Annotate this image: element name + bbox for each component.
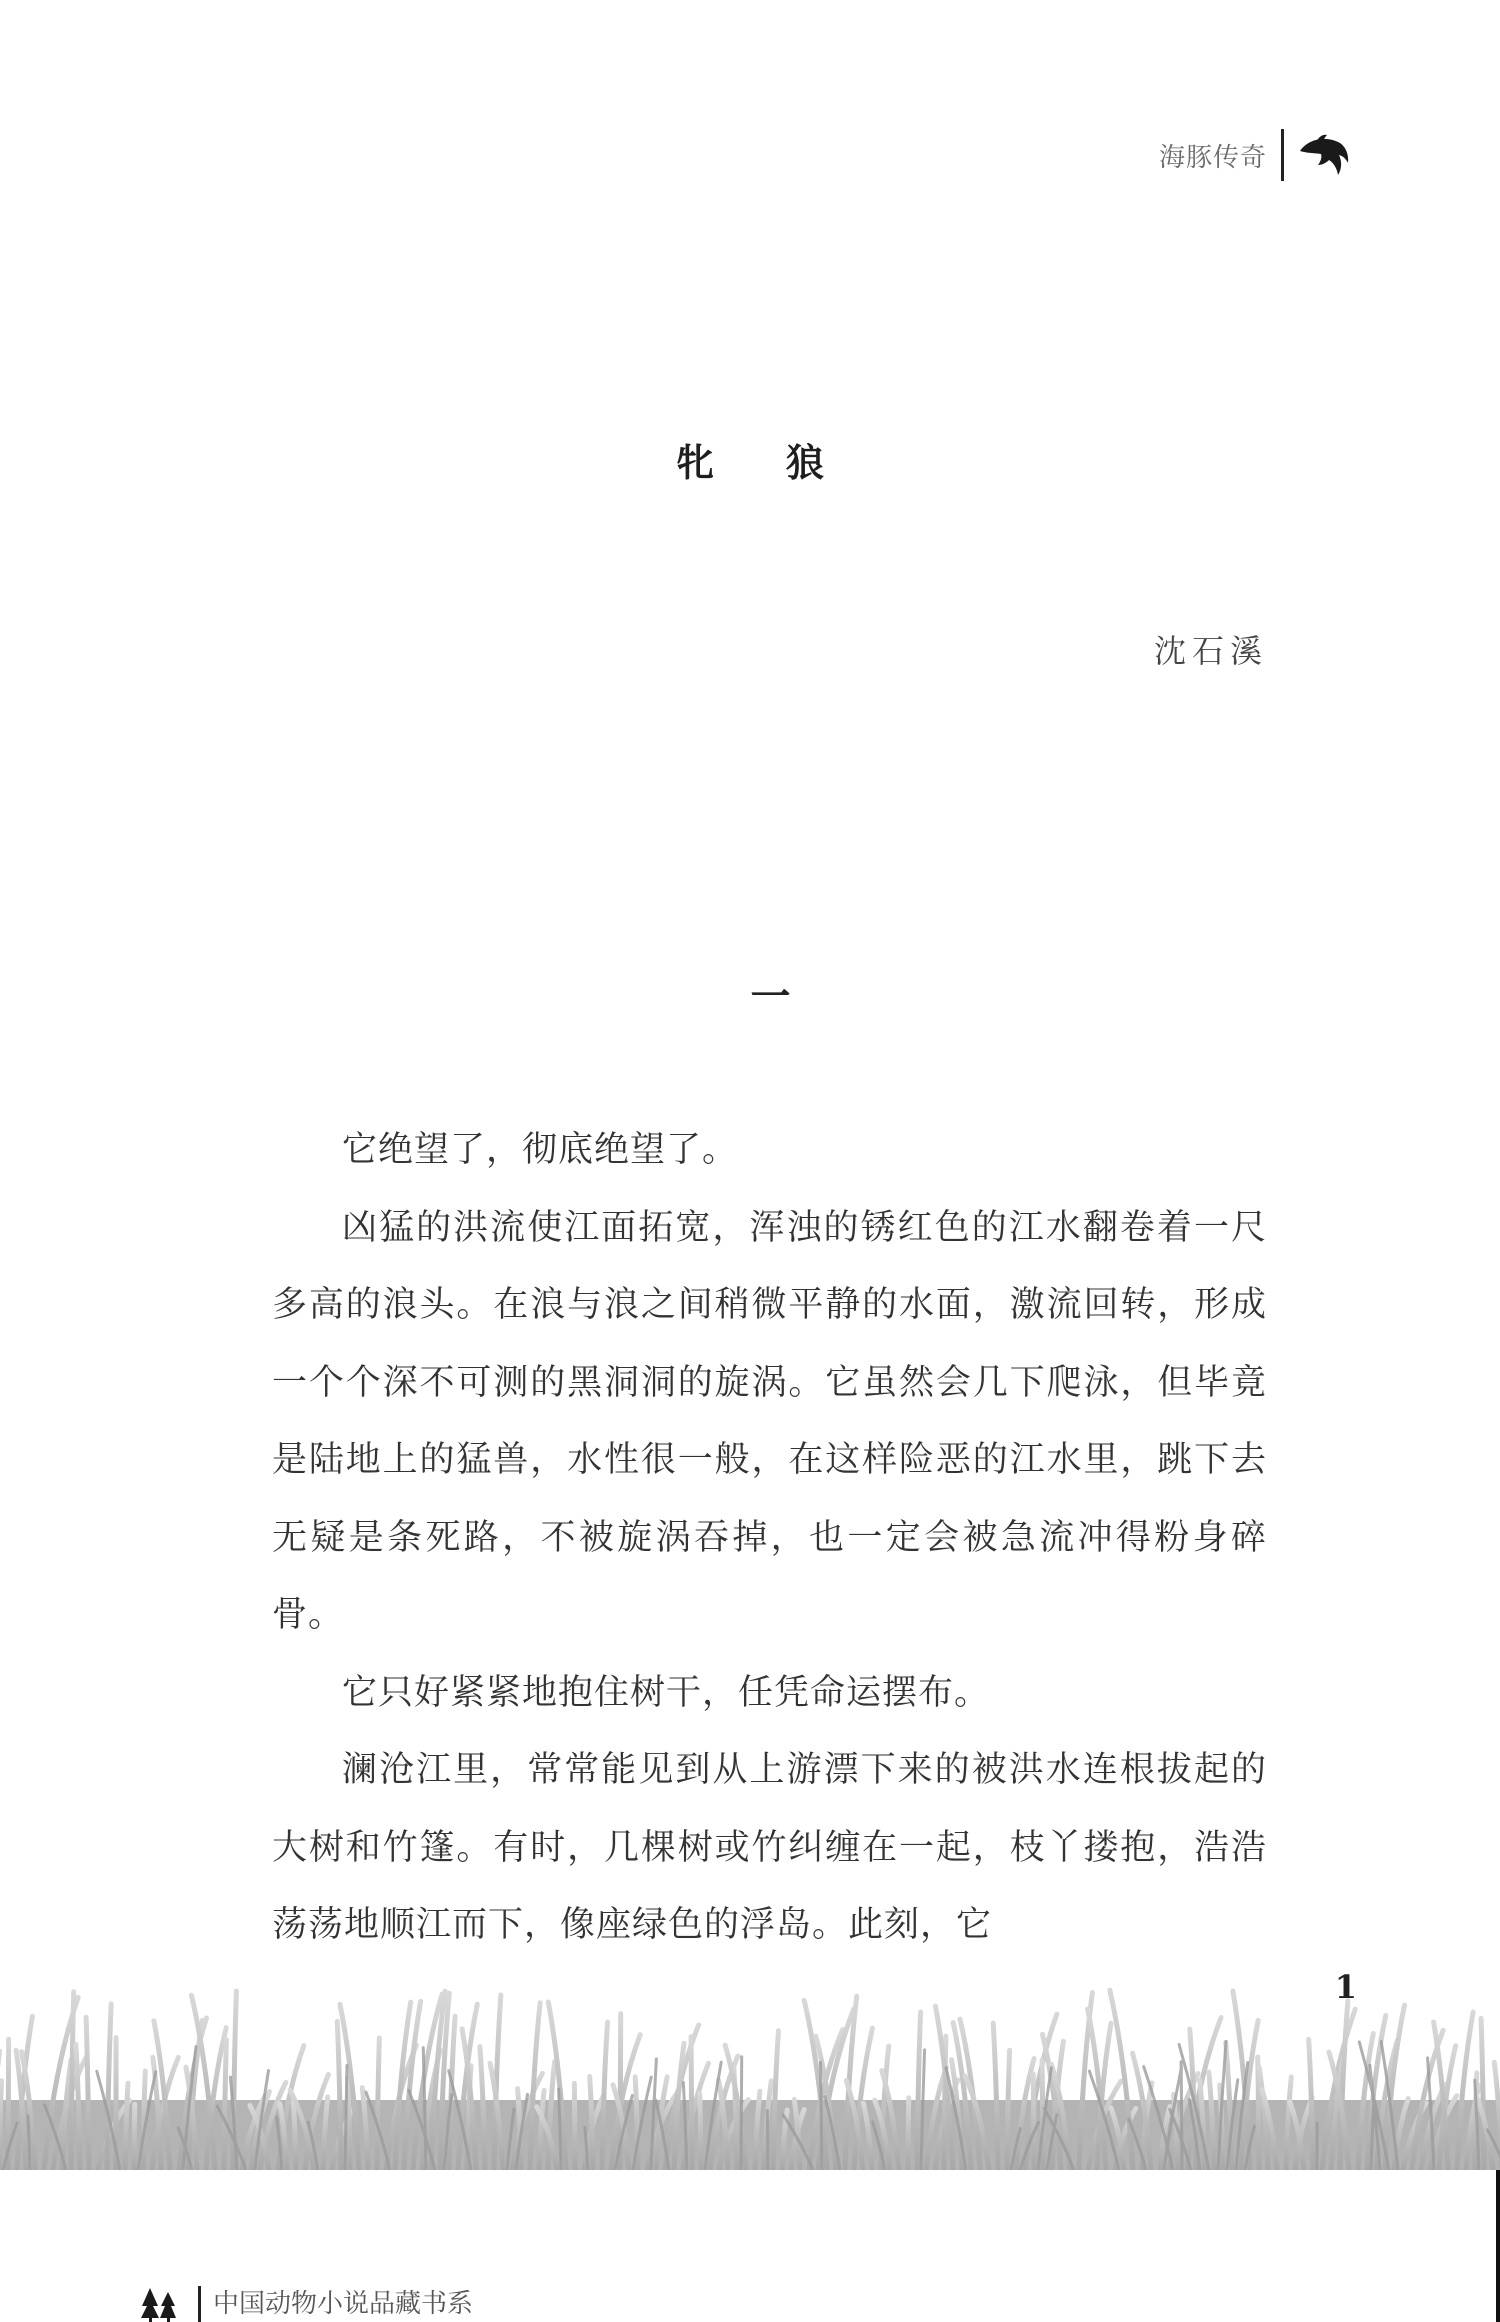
story-title: 牝狼 (675, 440, 896, 485)
author-name: 沈石溪 (1153, 632, 1268, 670)
grass-blade (134, 2104, 135, 2170)
grass-blade (345, 2065, 347, 2170)
grass-blade (574, 2083, 575, 2170)
footer-series-name: 中国动物小说品藏书系 (213, 2289, 474, 2319)
grass-blade (1042, 2060, 1043, 2170)
pine-trees-icon (140, 2286, 184, 2322)
header-divider (1281, 129, 1284, 181)
grass-blade (908, 2098, 909, 2170)
grass-blade (28, 2116, 30, 2170)
grass-blade (700, 2093, 701, 2170)
section-number: 一 (750, 973, 791, 1020)
series-title: 海豚传奇 (1158, 142, 1267, 173)
grass-blade (125, 2083, 128, 2170)
grass-blade (821, 2062, 822, 2170)
grass-blade (86, 2017, 89, 2170)
paragraph: 它绝望了，彻底绝望了。 (342, 1130, 739, 1170)
paragraph: 它只好紧紧地抱住树干，任凭命运摆布。 (342, 1672, 991, 1713)
grass-blade (224, 2040, 226, 2170)
grass-blade (377, 2038, 379, 2170)
paragraph: 凶猛的洪流使江面拓宽，浑浊的锈红色的江水翻卷着一尺多高的浪头。在浪与浪之间稍微平静的水面，激流回转，形成一个个深不可测的黑洞洞的旋涡。它虽然会几下爬泳，但毕竟是陆地上的猛兽，水性很一般，在这样险恶的江水里，跳下去无疑是条死路，不被旋涡吞掉，也一定会被急流冲得粉身碎骨。 (272, 1207, 1267, 1635)
scan-edge (1496, 2170, 1500, 2322)
running-header (1159, 128, 1352, 182)
grass-blade (767, 2111, 768, 2170)
footer-divider (198, 2286, 201, 2322)
grass-blade (0, 2081, 2, 2170)
body-text (272, 1112, 1267, 1965)
paragraph: 澜沧江里，常常能见到从上游漂下来的被洪水连根拔起的大树和竹篷。有时，几棵树或竹纠缠在一起，枝丫搂抱，浩浩荡荡地顺江而下，像座绿色的浮岛。此刻，它 (272, 1750, 1267, 1945)
grass-blade (293, 2102, 296, 2170)
page-number: 1 (1334, 1968, 1357, 2006)
dolphin-icon (1296, 129, 1352, 181)
grass-blade (691, 2037, 692, 2170)
running-footer (140, 2286, 473, 2322)
grass-blade (1481, 2018, 1484, 2170)
grass-blade (71, 1992, 74, 2170)
grass-blade (1033, 2074, 1034, 2170)
grass-blade (741, 2057, 742, 2170)
grass-decoration (0, 1980, 1500, 2170)
grass-blade (1181, 2062, 1182, 2170)
grass-blade (1007, 2050, 1010, 2170)
